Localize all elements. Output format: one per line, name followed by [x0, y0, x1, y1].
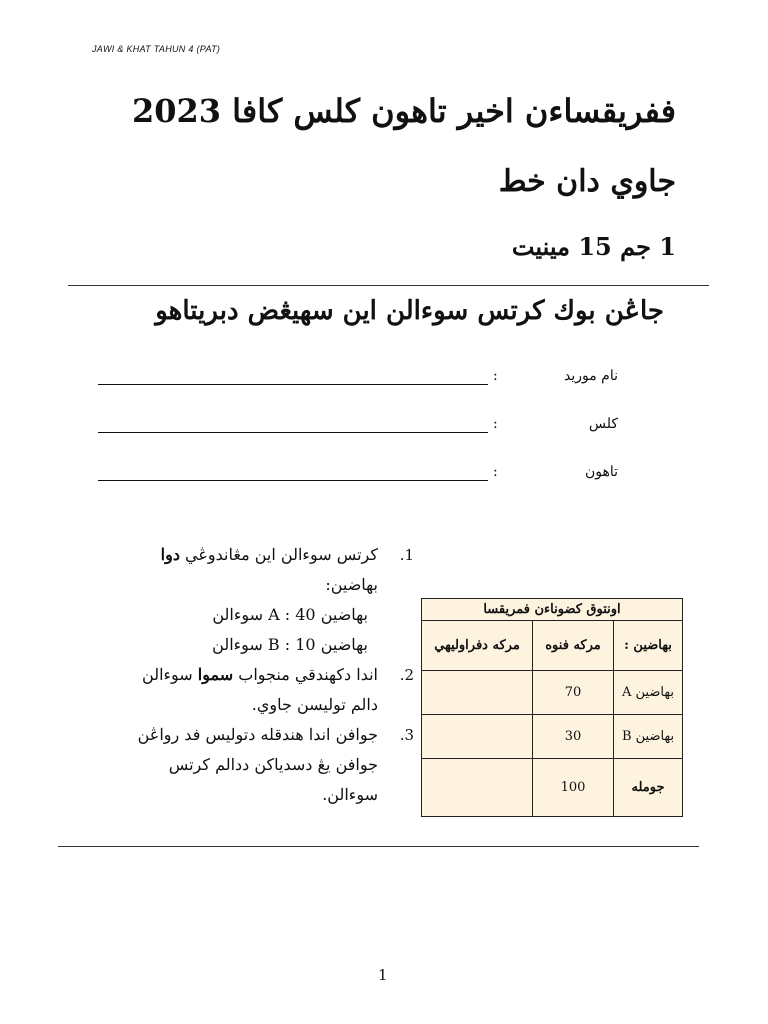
table-row: [422, 671, 683, 715]
field-colon: :: [493, 416, 498, 432]
exam-title: ففريقساءن اخير تاهون كلس كافا 2023: [131, 92, 676, 130]
table-row: [422, 759, 683, 817]
field-blank-line[interactable]: [98, 480, 488, 481]
table-row: [422, 715, 683, 759]
column-header-full-marks: مركه فنوه: [533, 621, 614, 671]
total-obtained-cell[interactable]: [422, 759, 533, 817]
full-marks-cell: 70: [533, 671, 614, 715]
field-blank-line[interactable]: [98, 432, 488, 433]
list-item: [78, 660, 414, 720]
list-line: جوافن يڠ دسدياكن ددالم كرتس: [168, 755, 378, 774]
student-name-field[interactable]: [98, 368, 618, 392]
top-divider: [68, 285, 709, 286]
column-header-marks-obtained: مركه دفراوليهي: [422, 621, 533, 671]
list-line: بهاضين:: [325, 575, 378, 594]
total-label-cell: جومله: [614, 759, 683, 817]
header-note: JAWI & KHAT TAHUN 4 (PAT): [92, 44, 221, 54]
bottom-divider: [58, 846, 699, 847]
duration-text: 1 جم 15 مينيت: [511, 232, 676, 261]
list-line: اندا دكهندقي منجواب سموا سوءالن: [142, 665, 378, 684]
list-line: سوءالن.: [322, 785, 378, 804]
field-colon: :: [493, 464, 498, 480]
field-blank-line[interactable]: [98, 384, 488, 385]
list-line: بهاضين A : 40 سوءالن: [212, 605, 368, 624]
instructions-list: [78, 540, 414, 804]
field-colon: :: [493, 368, 498, 384]
list-item: [78, 720, 414, 810]
column-header-section: بهاضين :: [614, 621, 683, 671]
list-number: .1: [399, 546, 414, 564]
full-marks-cell: 30: [533, 715, 614, 759]
list-line: كرتس سوءالن اين مڠاندوڠي دوا: [160, 545, 378, 564]
list-line: بهاضين B : 10 سوءالن: [212, 635, 368, 654]
list-line: دالم توليسن جاوي.: [251, 695, 378, 714]
section-cell: بهاضين B: [614, 715, 683, 759]
list-number: .3: [399, 726, 414, 744]
marks-obtained-cell[interactable]: [422, 715, 533, 759]
list-line: جوافن اندا هندقله دتوليس فد رواڠن: [137, 725, 378, 744]
total-full-marks-cell: 100: [533, 759, 614, 817]
field-label: تاهون: [584, 464, 618, 480]
class-field[interactable]: [98, 416, 618, 440]
instruction-heading: جاڠن بوك كرتس سوءالن اين سهيڠض دبريتاهو: [155, 296, 664, 326]
examiner-marks-table: [421, 598, 683, 817]
table-title: اونتوق كضوناءن فمريقسا: [422, 599, 683, 621]
field-label: نام موريد: [563, 368, 618, 384]
page-number: 1: [378, 966, 388, 984]
list-number: .2: [399, 666, 414, 684]
section-cell: بهاضين A: [614, 671, 683, 715]
list-item: [78, 540, 414, 660]
marks-obtained-cell[interactable]: [422, 671, 533, 715]
year-field[interactable]: [98, 464, 618, 488]
field-label: كلس: [588, 416, 618, 432]
subject-title: جاوي دان خط: [498, 164, 676, 199]
